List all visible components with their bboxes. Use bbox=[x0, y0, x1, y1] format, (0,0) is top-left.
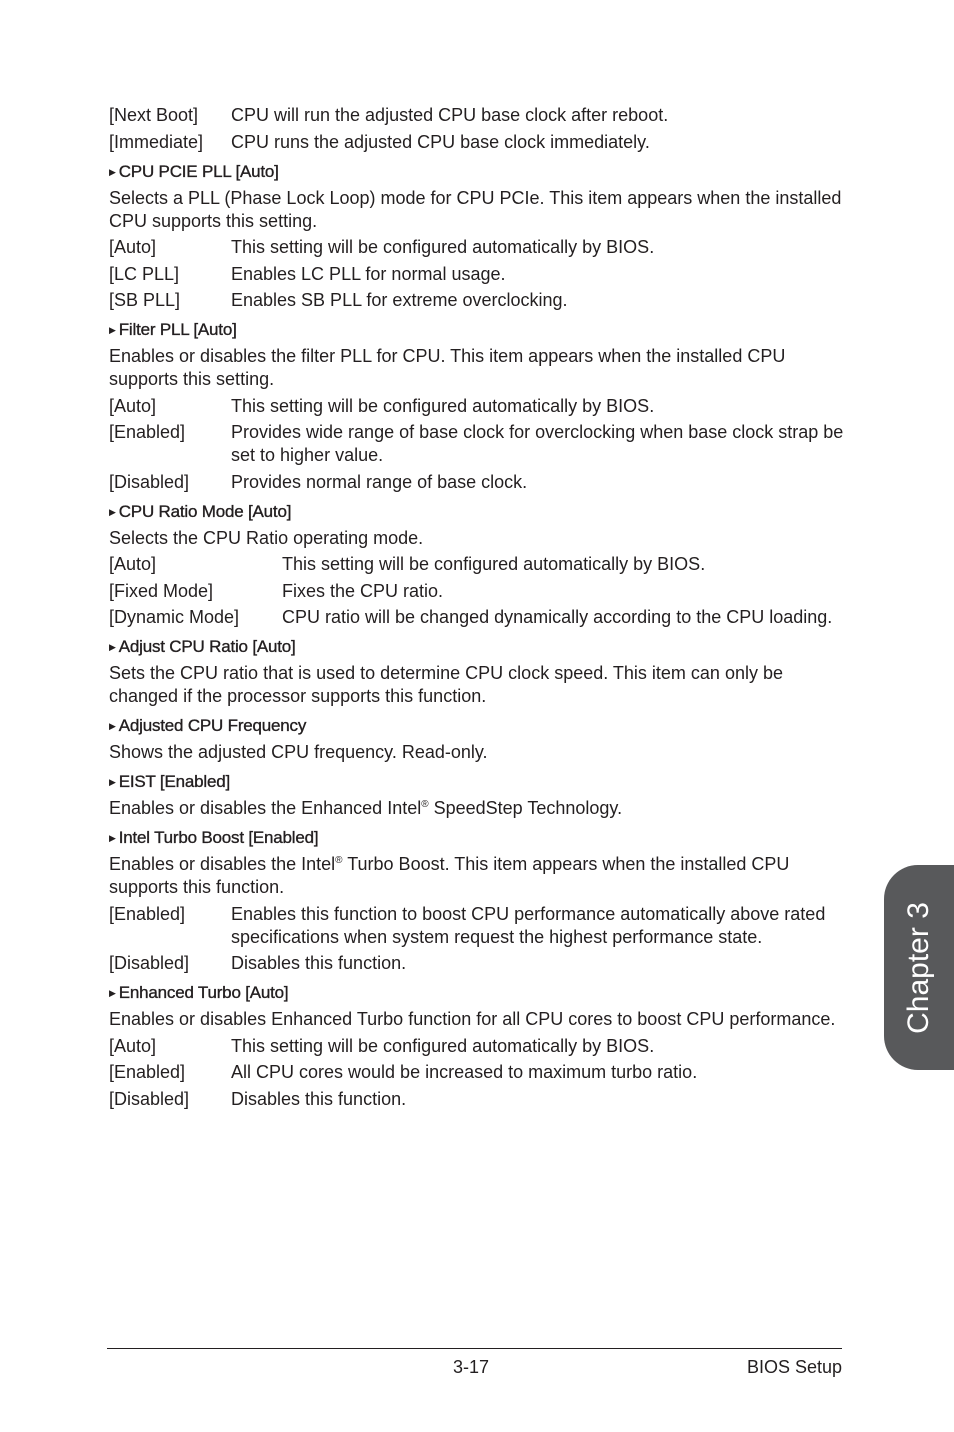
option-row bbox=[109, 606, 844, 629]
section-description bbox=[109, 853, 844, 899]
option-row-next-boot bbox=[109, 104, 844, 127]
option-row-immediate bbox=[109, 131, 844, 154]
section-heading-cpu-ratio-mode bbox=[109, 501, 844, 523]
option-key: [Next Boot] bbox=[109, 105, 199, 125]
section-heading-enhanced-turbo bbox=[109, 982, 844, 1004]
section-heading-eist bbox=[109, 771, 844, 793]
option-value: Enables this function to boost CPU performance automatically above rated specifications when system request the highest performance state. bbox=[231, 903, 826, 947]
option-value: Disables this function. bbox=[231, 953, 407, 973]
description-text: SpeedStep Technology. bbox=[428, 798, 623, 818]
option-row bbox=[109, 395, 844, 418]
description-text: Enables or disables the Intel bbox=[109, 854, 336, 874]
option-value: Provides normal range of base clock. bbox=[231, 471, 528, 492]
option-value: This setting will be configured automatically by BIOS. bbox=[282, 554, 706, 574]
section-title: Filter PLL [Auto] bbox=[118, 320, 237, 339]
triangle-right-icon: ▶ bbox=[109, 642, 116, 652]
option-value: Fixes the CPU ratio. bbox=[282, 580, 444, 601]
section-description: Enables or disables Enhanced Turbo function for all CPU cores to boost CPU performance. bbox=[109, 1009, 836, 1029]
option-value: Enables LC PLL for normal usage. bbox=[231, 263, 506, 284]
section-heading-cpu-pcie-pll bbox=[109, 161, 844, 183]
option-value: Disables this function. bbox=[231, 1088, 407, 1109]
page-number: 3-17 bbox=[453, 1357, 490, 1377]
section-title: Intel Turbo Boost [Enabled] bbox=[118, 828, 319, 847]
option-key: [SB PLL] bbox=[109, 290, 181, 310]
option-value: This setting will be configured automatically by BIOS. bbox=[231, 1035, 655, 1056]
section-title: EIST [Enabled] bbox=[118, 772, 230, 791]
option-key: [Dynamic Mode] bbox=[109, 607, 240, 627]
option-row bbox=[109, 289, 844, 312]
option-value: Provides wide range of base clock for overclocking when base clock strap be set to higher value. bbox=[231, 422, 844, 465]
option-value: CPU ratio will be changed dynamically according to the CPU loading. bbox=[282, 607, 833, 627]
option-value: CPU runs the adjusted CPU base clock immediately. bbox=[231, 131, 650, 152]
option-key: [Enabled] bbox=[109, 903, 186, 924]
option-key: [Disabled] bbox=[109, 471, 190, 492]
section-title: CPU PCIE PLL [Auto] bbox=[118, 161, 279, 181]
option-key: [Auto] bbox=[109, 395, 157, 416]
option-key: [Enabled] bbox=[109, 1062, 186, 1082]
option-row bbox=[109, 1088, 844, 1111]
section-description: Selects the CPU Ratio operating mode. bbox=[109, 527, 424, 548]
option-row bbox=[109, 903, 844, 949]
page-content bbox=[109, 104, 844, 1114]
option-value: This setting will be configured automatically by BIOS. bbox=[231, 237, 655, 257]
section-title: CPU Ratio Mode [Auto] bbox=[118, 501, 292, 521]
option-row bbox=[109, 421, 844, 467]
option-row bbox=[109, 1035, 844, 1058]
option-key: [Auto] bbox=[109, 1035, 157, 1056]
footer-divider bbox=[107, 1348, 842, 1349]
option-row bbox=[109, 952, 844, 975]
option-row bbox=[109, 471, 844, 494]
section-title: Enhanced Turbo [Auto] bbox=[118, 983, 289, 1002]
description-text: Turbo Boost. This item appears when the installed CPU supports this function. bbox=[109, 854, 790, 897]
registered-mark: ® bbox=[421, 799, 429, 810]
section-heading-filter-pll bbox=[109, 319, 844, 341]
triangle-right-icon: ▶ bbox=[109, 325, 116, 335]
option-row bbox=[109, 580, 844, 603]
section-title: Adjusted CPU Frequency bbox=[118, 716, 307, 735]
triangle-right-icon: ▶ bbox=[109, 506, 116, 517]
option-key: [Disabled] bbox=[109, 953, 190, 973]
option-key: [Disabled] bbox=[109, 1088, 190, 1109]
triangle-right-icon: ▶ bbox=[109, 721, 116, 731]
triangle-right-icon: ▶ bbox=[109, 988, 116, 998]
section-title: Adjust CPU Ratio [Auto] bbox=[118, 637, 296, 656]
option-value: Enables SB PLL for extreme overclocking. bbox=[231, 290, 568, 310]
chapter-label: Chapter 3 bbox=[902, 901, 935, 1034]
option-row bbox=[109, 236, 844, 259]
section-heading-adjusted-cpu-frequency bbox=[109, 715, 844, 737]
triangle-right-icon: ▶ bbox=[109, 833, 116, 843]
section-heading-intel-turbo-boost bbox=[109, 827, 844, 849]
section-description: Sets the CPU ratio that is used to determine CPU clock speed. This item can only be changed if the processor supports this function. bbox=[109, 663, 783, 706]
triangle-right-icon: ▶ bbox=[109, 166, 116, 177]
chapter-tab bbox=[884, 865, 954, 1070]
option-row bbox=[109, 553, 844, 576]
footer-title: BIOS Setup bbox=[746, 1357, 842, 1377]
section-description bbox=[109, 797, 844, 820]
option-key: [Enabled] bbox=[109, 422, 186, 442]
option-value: All CPU cores would be increased to maximum turbo ratio. bbox=[231, 1062, 698, 1082]
triangle-right-icon: ▶ bbox=[109, 777, 116, 787]
option-row bbox=[109, 263, 844, 286]
description-text: Enables or disables the Enhanced Intel bbox=[109, 798, 422, 818]
section-description: Shows the adjusted CPU frequency. Read-only. bbox=[109, 742, 488, 762]
registered-mark: ® bbox=[335, 855, 343, 866]
option-key: [Fixed Mode] bbox=[109, 580, 214, 601]
option-row bbox=[109, 1061, 844, 1084]
option-value: This setting will be configured automatically by BIOS. bbox=[231, 395, 655, 416]
option-value: CPU will run the adjusted CPU base clock after reboot. bbox=[231, 105, 669, 125]
section-heading-adjust-cpu-ratio bbox=[109, 636, 844, 658]
section-description: Enables or disables the filter PLL for CPU. This item appears when the installed CPU supports this setting. bbox=[109, 346, 786, 389]
option-key: [LC PLL] bbox=[109, 263, 180, 284]
option-key: [Auto] bbox=[109, 237, 157, 257]
section-description: Selects a PLL (Phase Lock Loop) mode for CPU PCIe. This item appears when the installed CPU supports this setting. bbox=[109, 187, 842, 231]
option-key: [Immediate] bbox=[109, 131, 204, 152]
option-key: [Auto] bbox=[109, 554, 157, 574]
